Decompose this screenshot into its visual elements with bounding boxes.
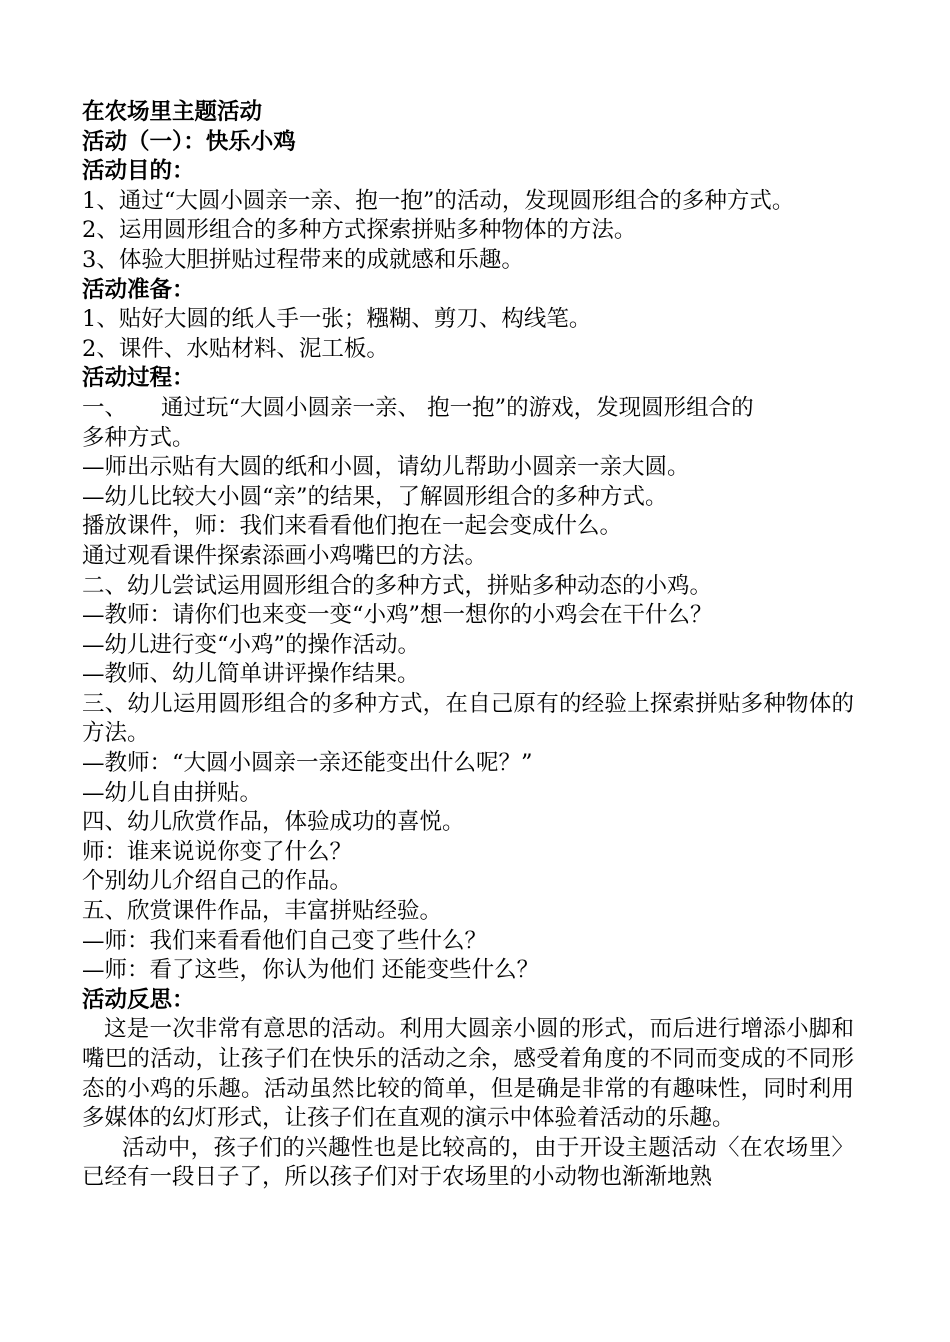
goal-item: 3、体验大胆拼贴过程带来的成就感和乐趣。 xyxy=(82,246,524,273)
process-line: —师：看了这些，你认为他们 还能变些什么？ xyxy=(82,957,540,984)
process-line: 师：谁来说说你变了什么？ xyxy=(82,838,353,865)
prep-heading: 活动准备： xyxy=(82,276,195,303)
document-page xyxy=(82,98,854,1193)
process-step-1 xyxy=(82,394,854,424)
process-line: 二、幼儿尝试运用圆形组合的多种方式，拼贴多种动态的小鸡。 xyxy=(82,572,713,599)
reflection-heading: 活动反思： xyxy=(82,986,195,1013)
process-heading: 活动过程： xyxy=(82,365,195,392)
process-line: —师出示贴有大圆的纸和小圆，请幼儿帮助小圆亲一亲大圆。 xyxy=(82,454,690,481)
goal-item: 1、通过“大圆小圆亲一亲、抱一抱”的活动，发现圆形组合的多种方式。 xyxy=(82,187,795,214)
process-line: 个别幼儿介绍自己的作品。 xyxy=(82,868,353,895)
process-line: 五、欣赏课件作品，丰富拼贴经验。 xyxy=(82,898,443,925)
step-number: 一、 xyxy=(82,394,128,421)
prep-item: 1、贴好大圆的纸人手一张；糨糊、剪刀、构线笔。 xyxy=(82,306,592,333)
process-line: 通过观看课件探索添画小鸡嘴巴的方法。 xyxy=(82,542,488,569)
goals-heading: 活动目的： xyxy=(82,158,195,185)
process-line: —师：我们来看看他们自己变了些什么？ xyxy=(82,927,488,954)
step-text-continued: 多种方式。 xyxy=(82,424,195,451)
process-line: 播放课件，师：我们来看看他们抱在一起会变成什么。 xyxy=(82,513,623,540)
step-text: 通过玩“大圆小圆亲一亲、 抱一抱”的游戏，发现圆形组合的 xyxy=(161,394,754,421)
process-line: —幼儿进行变“小鸡”的操作活动。 xyxy=(82,631,421,658)
reflection-paragraph: 这是一次非常有意思的活动。利用大圆亲小圆的形式，而后进行增添小脚和嘴巴的活动，让孩子们在快乐的活动之余，感受着角度的不同而变成的不同形态的小鸡的乐趣。活动虽然比较的简单，但是确是非常的有趣味性，同时利用多媒体的幻灯形式，让孩子们在直观的演示中体验着活动的乐趣。 xyxy=(82,1016,854,1132)
process-line: 四、幼儿欣赏作品，体验成功的喜悦。 xyxy=(82,809,465,836)
process-line: —幼儿比较大小圆“亲”的结果，了解圆形组合的多种方式。 xyxy=(82,483,668,510)
prep-item: 2、课件、水贴材料、泥工板。 xyxy=(82,335,389,362)
process-line: —教师：请你们也来变一变“小鸡”想一想你的小鸡会在干什么？ xyxy=(82,602,713,629)
process-line: —教师：“大圆小圆亲一亲还能变出什么呢？” xyxy=(82,750,533,777)
document-title: 在农场里主题活动 xyxy=(82,99,263,125)
goal-item: 2、运用圆形组合的多种方式探索拼贴多种物体的方法。 xyxy=(82,217,637,244)
process-line: 三、幼儿运用圆形组合的多种方式，在自己原有的经验上探索拼贴多种物体的方法。 xyxy=(82,690,854,747)
process-line: —教师、幼儿简单讲评操作结果。 xyxy=(82,661,420,688)
reflection-paragraph: 活动中，孩子们的兴趣性也是比较高的，由于开设主题活动〈在农场里〉已经有一段日子了，所以孩子们对于农场里的小动物也渐渐地熟 xyxy=(82,1134,854,1191)
activity-title: 活动（一）：快乐小鸡 xyxy=(82,128,296,155)
process-line: —幼儿自由拼贴。 xyxy=(82,779,263,806)
